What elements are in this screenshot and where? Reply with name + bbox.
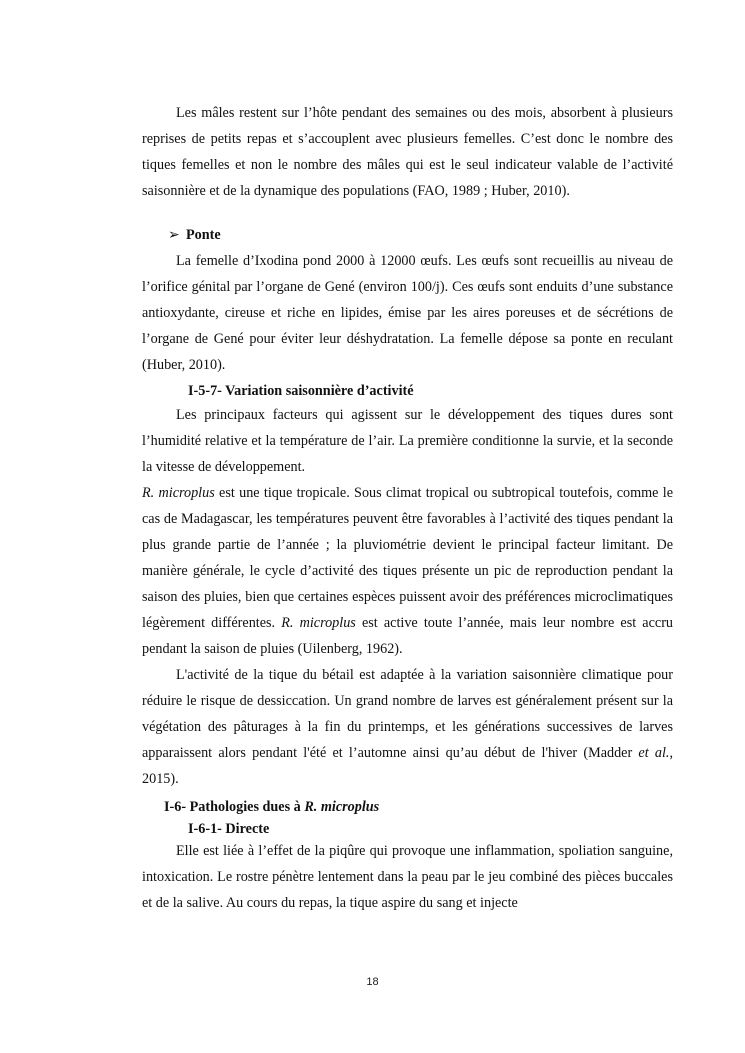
paragraph-text: L'activité de la tique du bétail est adaptée à la variation saisonnière climatique pour réduire le risque de dessiccation. Un grand nombre de larves est généralement présent sur la végétation des pâturages à la fin du printemps, et les générations successives de larves apparaissent alors pendant l'été et l’automne ainsi qu’au début de l'hiver (Madder (142, 667, 673, 761)
paragraph-directe: Elle est liée à l’effet de la piqûre qui provoque une inflammation, spoliation sanguine, intoxication. Le rostre pénètre lentement dans la peau par le jeu combiné des pièces buccales et de la salive. Au cours du repas, la tique aspire du sang et injecte (142, 843, 673, 911)
species-name: R. microplus (142, 485, 215, 501)
citation-etal: et al. (638, 745, 670, 761)
paragraph-activite-tique (142, 662, 673, 792)
paragraph-males: Les mâles restent sur l’hôte pendant des semaines ou des mois, absorbent à plusieurs reprises de petits repas et s’accouplent avec plusieurs femelles. C’est donc le nombre des tiques femelles et non le nombre des mâles qui est le seul indicateur valable de l’activité saisonnière et de la dynamique des populations (FAO, 1989 ; Huber, 2010). (142, 105, 673, 199)
heading-directe: I-6-1- Directe (188, 821, 270, 837)
heading-variation-saisonniere: I-5-7- Variation saisonnière d’activité (188, 383, 414, 399)
heading-ponte-text: Ponte (186, 227, 221, 243)
paragraph-text: , 2015). (142, 745, 673, 787)
arrow-bullet-icon: ➢ (168, 227, 180, 243)
paragraph-text: est active toute l’année, mais leur nombre est accru pendant la saison de pluies (Uilenberg, 1962). (142, 615, 674, 657)
heading-ponte (142, 222, 673, 248)
species-name: R. microplus (281, 615, 356, 631)
paragraph-ponte: La femelle d’Ixodina pond 2000 à 12000 œufs. Les œufs sont recueillis au niveau de l’orifice génital par l’organe de Gené (environ 100/j). Ces œufs sont enduits d’une substance antioxydante, cireuse et riche en lipides, émise par les aires poreuses et de sécrétions de l’organe de Gené pour éviter leur déshydratation. La femelle dépose sa ponte en reculant (Huber, 2010). (142, 253, 673, 373)
heading-text: I-6- Pathologies dues à (164, 799, 305, 815)
spacer (142, 204, 673, 222)
document-page (142, 100, 673, 916)
paragraph-text: est une tique tropicale. Sous climat tropical ou subtropical toutefois, comme le cas de Madagascar, les températures peuvent être favorables à l’activité des tiques pendant la plus grande partie de l’année ; la pluviométrie devient le principal facteur limitant. De manière générale, le cycle d’activité des tiques présente un pic de reproduction pendant la saison des pluies, bien que certaines espèces puissent avoir des préférences microclimatiques légèrement différentes. (142, 485, 673, 631)
paragraph-r-microplus (142, 480, 673, 662)
species-name: R. microplus (304, 799, 380, 815)
page-number: 18 (366, 976, 379, 988)
heading-pathologies (142, 796, 673, 818)
paragraph-facteurs: Les principaux facteurs qui agissent sur le développement des tiques dures sont l’humidité relative et la température de l’air. La première conditionne la survie, et la seconde la vitesse de développement. (142, 407, 673, 475)
